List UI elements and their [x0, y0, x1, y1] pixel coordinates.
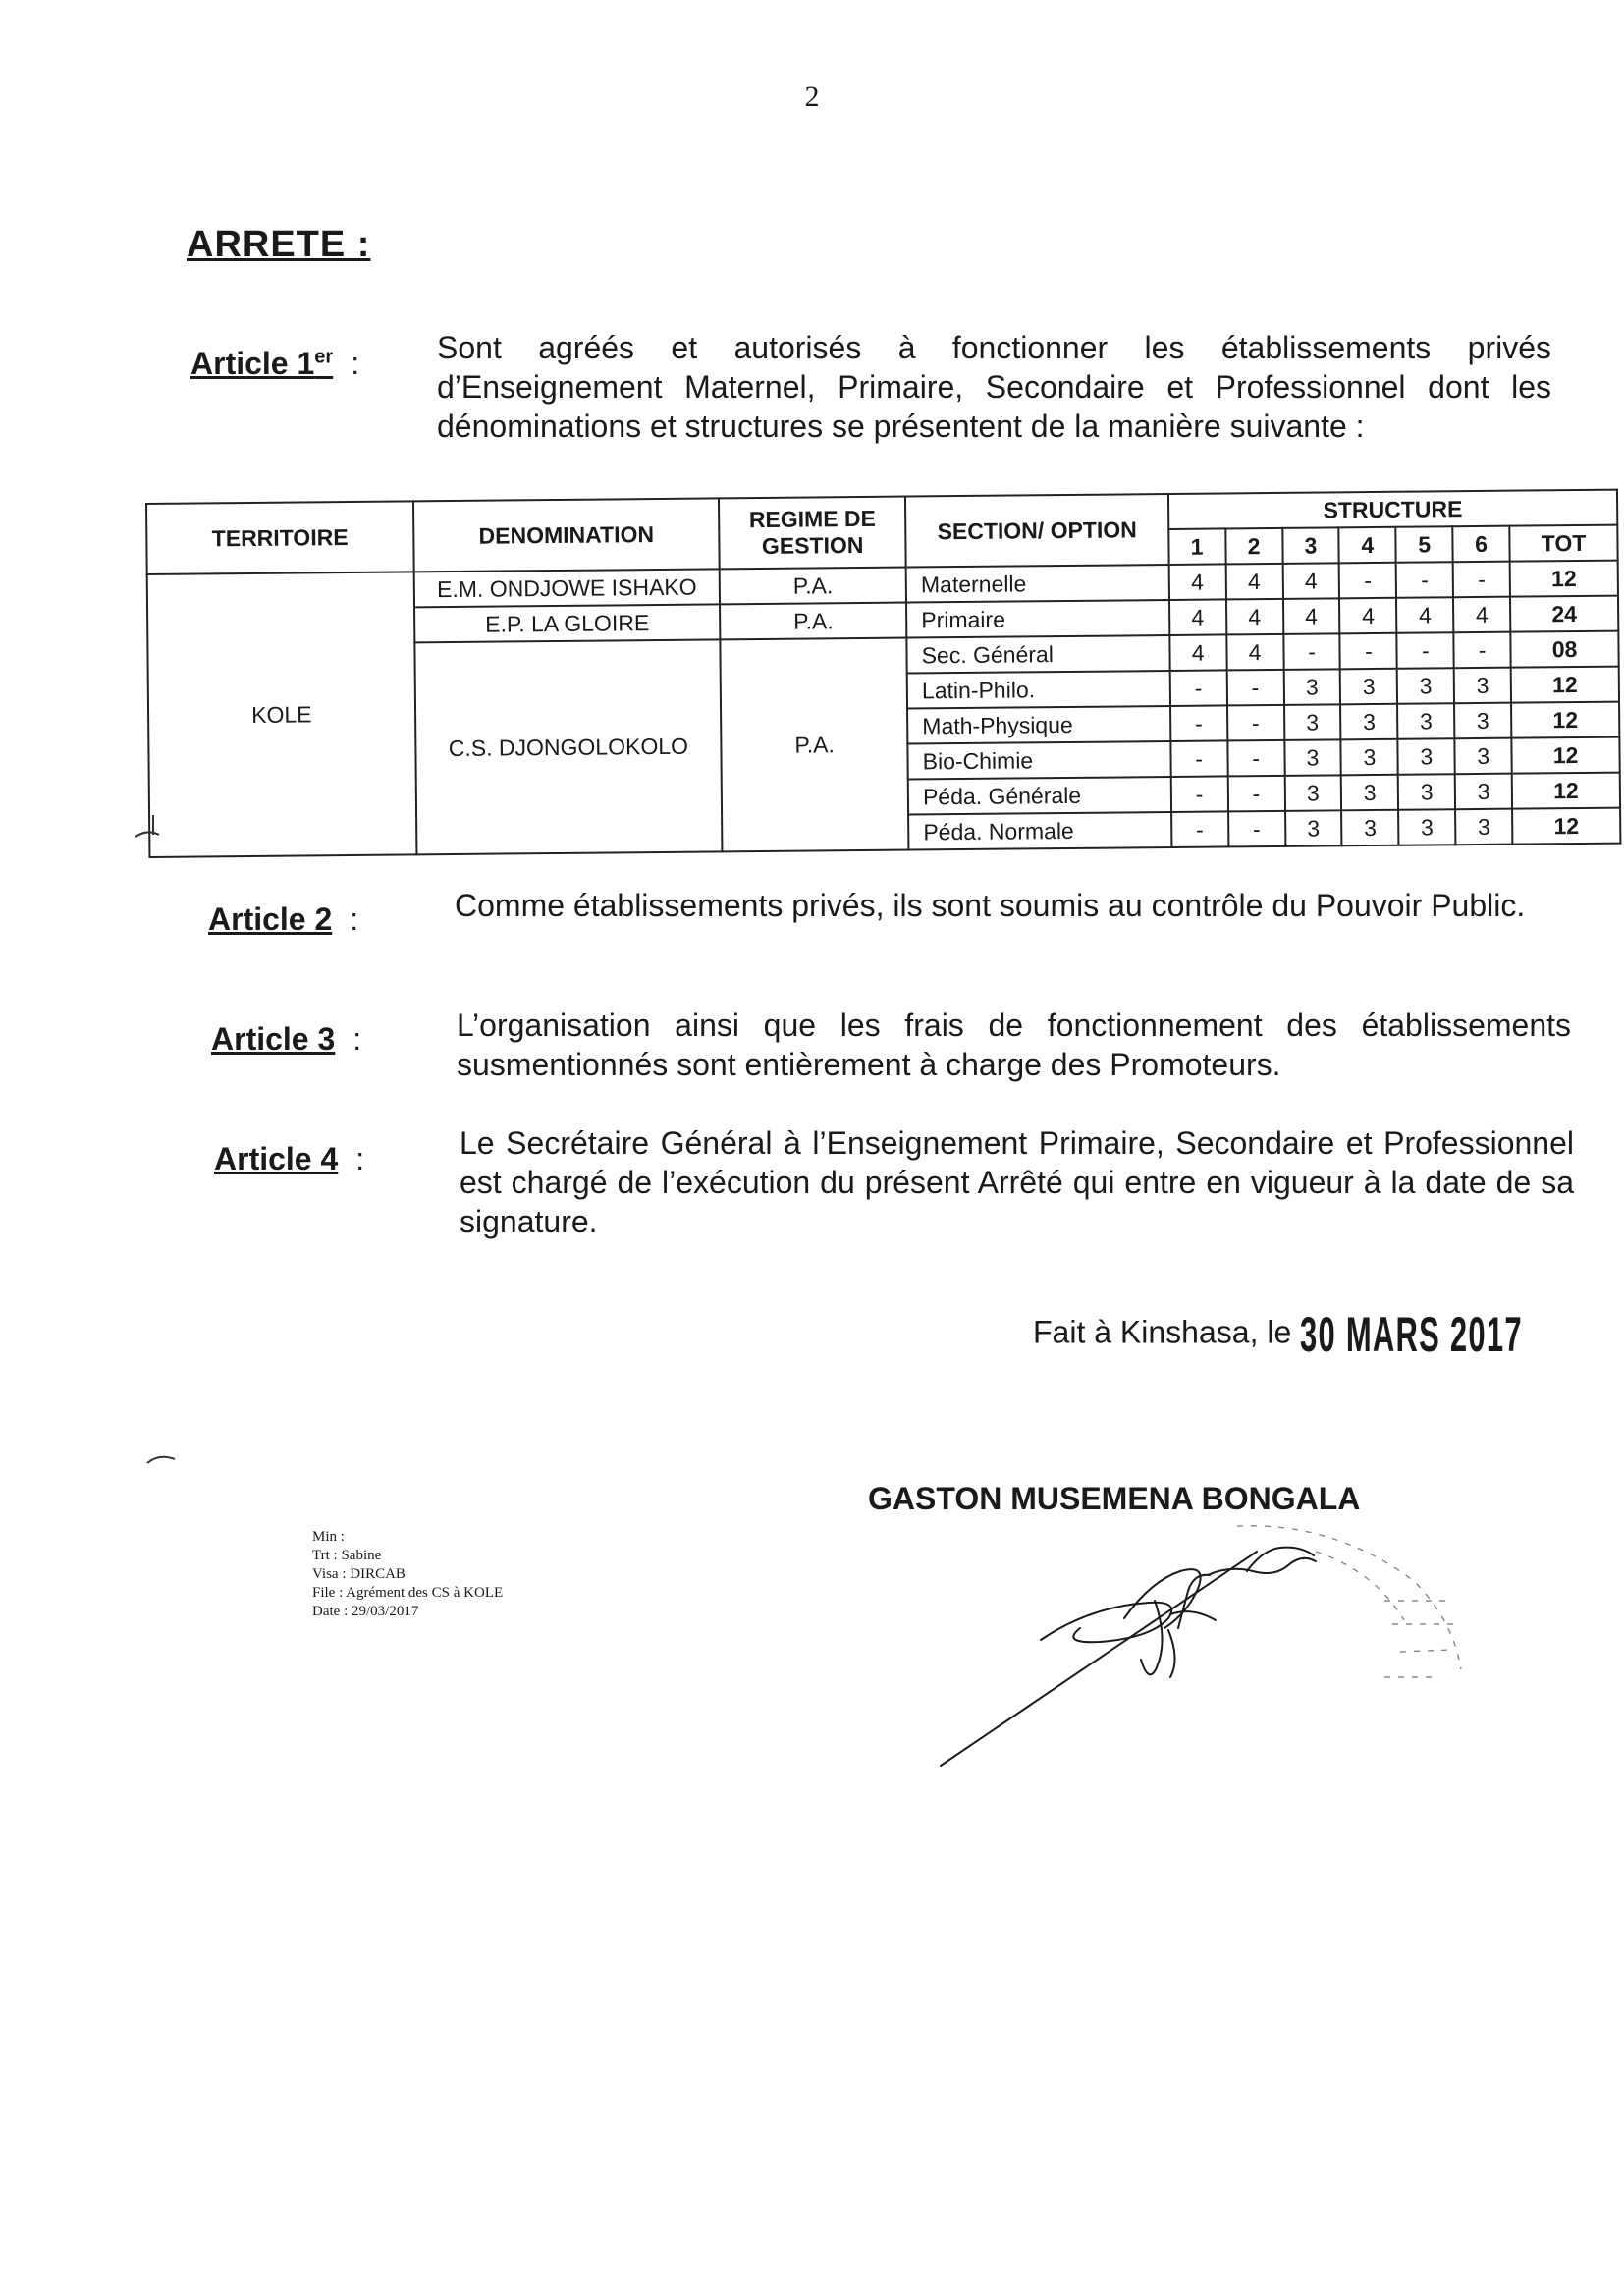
footnote-line: Date : 29/03/2017: [312, 1604, 419, 1619]
grade-cell: 4: [1225, 564, 1282, 600]
total-cell: 12: [1510, 561, 1618, 597]
header-regime: REGIME DE GESTION: [719, 497, 905, 570]
grade-cell: 3: [1285, 810, 1342, 846]
grade-cell: 3: [1398, 738, 1455, 775]
grade-cell: -: [1170, 776, 1227, 812]
decree-heading: ARRETE :: [187, 224, 371, 265]
section-cell: Péda. Normale: [908, 812, 1171, 850]
article-1-label: [190, 346, 359, 382]
article-3-label: [211, 1021, 361, 1058]
grade-cell: -: [1283, 633, 1340, 670]
footnote-line: Min :: [312, 1529, 345, 1545]
place-date-prefix: Fait à Kinshasa, le: [1033, 1314, 1292, 1350]
signatory-name: GASTON MUSEMENA BONGALA: [868, 1481, 1361, 1516]
grade-cell: 4: [1226, 634, 1283, 671]
schools-structure-table: [145, 489, 1621, 858]
grade-cell: 3: [1454, 668, 1511, 704]
grade-cell: -: [1454, 632, 1511, 669]
grade-cell: -: [1227, 740, 1284, 777]
grade-cell: 3: [1340, 669, 1397, 705]
section-cell: Bio-Chimie: [908, 741, 1171, 780]
article-4-label-text: Article 4: [214, 1141, 339, 1176]
section-cell: Péda. Générale: [908, 777, 1171, 815]
article-3-text: L’organisation ainsi que les frais de fonctionnement des établissements susmentionnés sont entièrement à charge des Promoteurs.: [457, 1008, 1571, 1082]
grade-cell: 4: [1282, 598, 1339, 634]
section-cell: Latin-Philo.: [907, 671, 1170, 709]
grade-cell: 4: [1282, 563, 1339, 599]
header-grade-2: 2: [1225, 528, 1282, 565]
article-2-label: [208, 901, 358, 938]
article-1-colon: :: [351, 346, 360, 381]
grade-cell: -: [1396, 562, 1453, 598]
grade-cell: -: [1227, 705, 1284, 741]
grade-cell: 3: [1340, 704, 1397, 740]
article-3-colon: :: [352, 1021, 362, 1057]
grade-cell: 3: [1455, 774, 1512, 810]
handwritten-signature: [923, 1512, 1551, 1787]
article-4-text: Le Secrétaire Général à l’Enseignement Primaire, Secondaire et Professionnel est chargé de l’exécution du présent Arrêté qui entre en vigueur à la date de sa signature.: [460, 1125, 1574, 1239]
grade-cell: -: [1340, 633, 1397, 670]
article-1-label-text: Article 1: [190, 346, 315, 381]
header-grade-3: 3: [1282, 527, 1339, 564]
margin-mark: [143, 1449, 183, 1469]
grade-cell: -: [1397, 632, 1454, 669]
total-cell: 12: [1511, 737, 1619, 774]
school-name-cell: E.P. LA GLOIRE: [414, 604, 721, 642]
total-cell: 24: [1510, 596, 1618, 632]
territoire-cell: KOLE: [147, 572, 416, 857]
section-cell: Sec. Général: [906, 635, 1169, 674]
school-name-cell: E.M. ONDJOWE ISHAKO: [413, 569, 720, 607]
header-section: SECTION/ OPTION: [905, 494, 1168, 568]
grade-cell: 3: [1455, 738, 1512, 775]
grade-cell: 3: [1397, 668, 1454, 704]
grade-cell: 4: [1169, 599, 1226, 635]
footnote-line: Trt : Sabine: [312, 1548, 382, 1563]
grade-cell: 3: [1341, 739, 1398, 776]
grade-cell: -: [1339, 563, 1396, 599]
footnote-line: File : Agrément des CS à KOLE: [312, 1585, 504, 1601]
place-date: [1033, 1306, 1624, 1363]
footnote-line: Visa : DIRCAB: [312, 1566, 406, 1582]
date-stamp: 30 MARS 2017: [1300, 1307, 1523, 1362]
total-cell: 12: [1512, 808, 1620, 845]
grade-cell: 3: [1398, 774, 1455, 810]
grade-cell: -: [1226, 670, 1283, 706]
grade-cell: 3: [1398, 809, 1455, 845]
regime-cell: P.A.: [720, 568, 906, 605]
grade-cell: 3: [1284, 739, 1341, 776]
article-4-label: [214, 1141, 364, 1177]
article-4-colon: :: [355, 1141, 365, 1176]
grade-cell: -: [1170, 740, 1227, 777]
header-territoire: TERRITOIRE: [146, 501, 413, 574]
section-cell: Math-Physique: [907, 706, 1170, 744]
grade-cell: 3: [1397, 703, 1454, 739]
page-number: 2: [804, 81, 820, 113]
header-grade-1: 1: [1168, 528, 1225, 565]
article-3-label-text: Article 3: [211, 1021, 336, 1057]
grade-cell: 4: [1168, 564, 1225, 600]
school-name-cell: C.S. DJONGOLOKOLO: [414, 639, 723, 854]
grade-cell: 4: [1396, 597, 1453, 633]
hole-mark: [128, 805, 177, 845]
grade-cell: 3: [1454, 703, 1511, 739]
total-cell: 12: [1511, 667, 1619, 703]
header-denomination: DENOMINATION: [413, 498, 720, 572]
grade-cell: 4: [1169, 634, 1226, 671]
total-cell: 08: [1510, 631, 1618, 668]
header-grade-6: 6: [1453, 526, 1510, 563]
grade-cell: -: [1171, 811, 1228, 847]
grade-cell: -: [1170, 705, 1227, 741]
grade-cell: 3: [1455, 809, 1512, 845]
footnote-block: [312, 1528, 503, 1621]
grade-cell: 4: [1226, 599, 1283, 635]
grade-cell: -: [1228, 811, 1285, 847]
grade-cell: 4: [1453, 597, 1510, 633]
article-1-text: Sont agréés et autorisés à fonctionner les établissements privés d’Enseignement Maternel, Primaire, Secondaire et Professionnel dont les dénominations et structures se présentent de la manière suivante :: [437, 330, 1551, 444]
section-cell: Primaire: [906, 600, 1169, 638]
grade-cell: 3: [1341, 775, 1398, 811]
grade-cell: -: [1453, 562, 1510, 598]
regime-cell: P.A.: [720, 603, 906, 640]
grade-cell: 3: [1284, 775, 1341, 811]
grade-cell: -: [1227, 776, 1284, 812]
article-2-colon: :: [350, 901, 359, 937]
header-grade-5: 5: [1396, 526, 1453, 563]
header-structure: STRUCTURE: [1168, 490, 1618, 529]
header-grade-4: 4: [1339, 527, 1396, 564]
grade-cell: 3: [1341, 810, 1398, 846]
grade-cell: -: [1169, 670, 1226, 706]
section-cell: Maternelle: [906, 565, 1169, 603]
article-2-label-text: Article 2: [208, 901, 333, 937]
grade-cell: 3: [1283, 669, 1340, 705]
regime-cell: P.A.: [721, 638, 909, 852]
header-total: TOT: [1509, 525, 1617, 562]
grade-cell: 4: [1339, 598, 1396, 634]
total-cell: 12: [1512, 773, 1620, 809]
total-cell: 12: [1511, 702, 1619, 738]
grade-cell: 3: [1284, 704, 1341, 740]
article-1-label-sup: er: [314, 346, 334, 368]
article-2-text: Comme établissements privés, ils sont soumis au contrôle du Pouvoir Public.: [455, 888, 1526, 923]
